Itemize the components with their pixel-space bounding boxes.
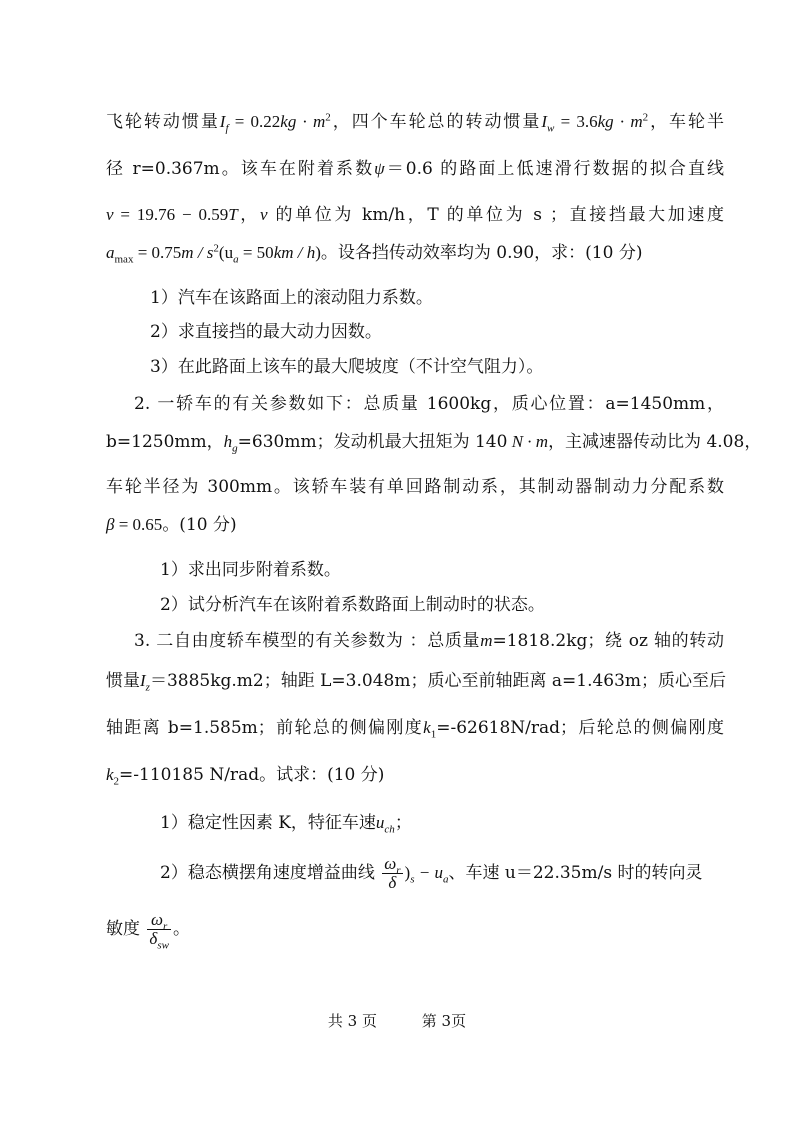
list-item: 3）在此路面上该车的最大爬坡度（不计空气阻力）。 — [150, 357, 544, 377]
formula-hg: $h_g$ — [223, 432, 238, 455]
text-line: $k_2=-110185$ N/rad。试求：(10 分) — [106, 765, 385, 788]
formula-uch: $u_{ch}$ — [375, 813, 395, 836]
list-item: 2）求直接挡的最大动力因数。 — [150, 322, 382, 342]
list-item: 1）求出同步附着系数。 — [160, 560, 341, 580]
formula-beta: β = 0.65 — [106, 515, 163, 534]
text-line: b=1250mm，$h_g=630mm$；发动机最大扭矩为 140 N · m，主减速器传动比为 4.08， — [106, 432, 762, 455]
formula-Iz: $I_z$ — [140, 671, 150, 694]
text-line: $a_{max} = 0.75m / s^2(u_a = 50km / h)$。设各挡传动效率均为 0.90，求：(10 分) — [106, 242, 643, 266]
text-line: 轴距离 b=1.585m；前轮总的侧偏刚度$k_1=-62618N$/rad；后轮总的侧偏刚度 — [106, 718, 724, 741]
formula-k2: $k_2$ — [106, 765, 120, 788]
formula-gain-fraction: $\frac{\omega_r}{\delta}$ — [384, 854, 401, 892]
text-line: v = 19.76 − 0.59T，v 的单位为 km/h，T 的单位为 s ；直接挡最大加速度 — [106, 205, 724, 225]
formula-v: v = 19.76 − 0.59T — [106, 205, 238, 224]
page-footer — [0, 1010, 794, 1031]
formula-sensitivity-fraction: $\frac{\omega_r}{\delta_{sw}}$ — [149, 910, 169, 952]
text-line: β = 0.65。(10 分) — [106, 515, 237, 535]
list-item: 1）汽车在该路面上的滚动阻力系数。 — [150, 288, 433, 308]
total-pages: 共 3 页 — [327, 1012, 377, 1030]
list-item: 2）稳态横摆角速度增益曲线 $\frac{\omega_r}{\delta}$ )$_s - u_a$、车速 u＝22.35m/s 时的转向灵 — [160, 854, 703, 892]
formula-Iw: $I_w = 3.6kg \cdot m^2$ — [541, 111, 649, 135]
formula-psi: ψ — [374, 159, 385, 178]
text-line: 3. 二自由度轿车模型的有关参数为 ：总质量m=1818.2kg；绕 oz 轴的转动 — [134, 631, 724, 651]
text-line: 径 r=0.367m。该车在附着系数ψ＝0.6 的路面上低速滑行数据的拟合直线 — [106, 159, 724, 179]
list-item: 1）稳定性因素 K，特征车速$u_{ch}$； — [160, 813, 412, 836]
list-item: 2）试分析汽车在该附着系数路面上制动时的状态。 — [160, 595, 545, 615]
text-line: 惯量$I_z=3885kg.m2$；轴距 L=3.048m；质心至前轴距离 a=1.463m；质心至后 — [106, 671, 727, 694]
formula-amax: $a_{max} = 0.75m / s^2(u_a = 50km / h)$ — [106, 242, 321, 266]
formula-k1: $k_1$ — [423, 718, 437, 741]
text-line: 敏度 $\frac{\omega_r}{\delta_{sw}}$ 。 — [106, 910, 190, 952]
text-line: 2. 一轿车的有关参数如下：总质量 1600kg，质心位置：a=1450mm， — [134, 394, 724, 414]
text-line: 车轮半径为 300mm。该轿车装有单回路制动系，其制动器制动力分配系数 — [106, 477, 724, 497]
formula-m: m — [480, 631, 493, 650]
text-line: 飞轮转动惯量$I_f = 0.22kg \cdot m^2$，四个车轮总的转动惯量$I_w = 3.6kg \cdot m^2$，车轮半 — [106, 111, 724, 135]
current-page: 第 3页 — [421, 1012, 467, 1030]
formula-If: $I_f = 0.22kg \cdot m^2$ — [219, 111, 331, 135]
